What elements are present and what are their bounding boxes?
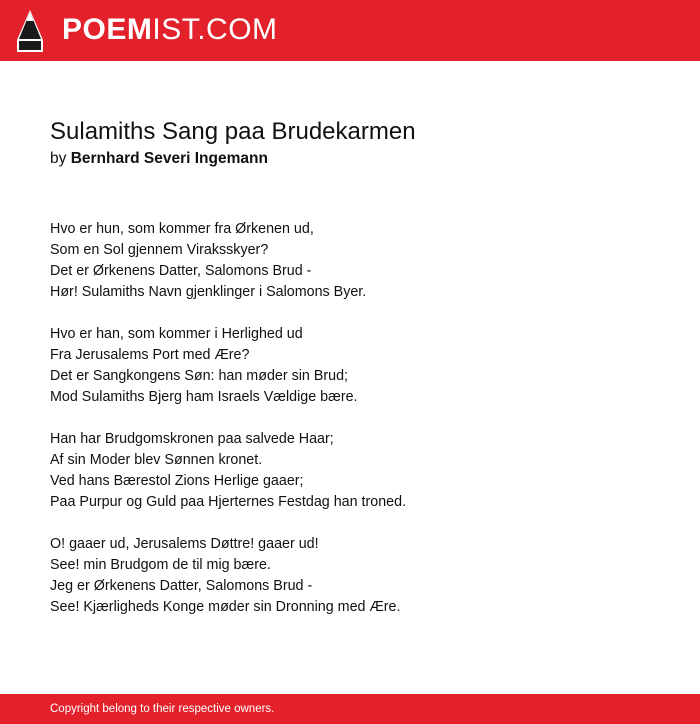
poem-line: Paa Purpur og Guld paa Hjerternes Festdag han troned. <box>50 494 407 510</box>
poem-line: Mod Sulamiths Bjerg ham Israels Vældige bære. <box>50 389 358 405</box>
author-name[interactable]: Bernhard Severi Ingemann <box>70 150 268 167</box>
by-label: by <box>50 150 67 167</box>
copyright-text: Copyright belong to their respective owners. <box>50 703 275 715</box>
site-footer <box>0 694 700 724</box>
poem-line: Hvo er hun, som kommer fra Ørkenen ud, <box>50 221 314 237</box>
logo-bold-text: POEM <box>62 13 153 46</box>
poem-line: Det er Sangkongens Søn: han møder sin Brud; <box>50 368 349 384</box>
poem-line: Fra Jerusalems Port med Ære? <box>50 347 250 363</box>
site-header <box>0 0 700 61</box>
stanza-1 <box>50 219 670 303</box>
stanza-3 <box>50 429 670 513</box>
poem-line: See! Kjærligheds Konge møder sin Dronning med Ære. <box>50 599 401 615</box>
pencil-tip-icon[interactable] <box>17 10 43 52</box>
poem-byline <box>50 148 670 170</box>
poem-line: Jeg er Ørkenens Datter, Salomons Brud - <box>50 578 313 594</box>
poem-line: See! min Brudgom de til mig bære. <box>50 557 271 573</box>
poem-line: Ved hans Bærestol Zions Herlige gaaer; <box>50 473 304 489</box>
poem-title: Sulamiths Sang paa Brudekarmen <box>50 118 416 145</box>
poem-line: Hvo er han, som kommer i Herlighed ud <box>50 326 303 342</box>
poem-line: Hør! Sulamiths Navn gjenklinger i Salomons Byer. <box>50 284 367 300</box>
poem-line: Som en Sol gjennem Viraksskyer? <box>50 242 269 258</box>
poem-line: O! gaaer ud, Jerusalems Døttre! gaaer ud! <box>50 536 319 552</box>
logo-light-text: IST.COM <box>152 13 278 46</box>
poem-content <box>50 116 670 639</box>
stanza-4 <box>50 534 670 618</box>
site-logo[interactable] <box>62 12 278 48</box>
poem-body <box>50 219 670 618</box>
poem-line: Af sin Moder blev Sønnen kronet. <box>50 452 263 468</box>
stanza-2 <box>50 324 670 408</box>
poem-line: Han har Brudgomskronen paa salvede Haar; <box>50 431 334 447</box>
poem-line: Det er Ørkenens Datter, Salomons Brud - <box>50 263 312 279</box>
